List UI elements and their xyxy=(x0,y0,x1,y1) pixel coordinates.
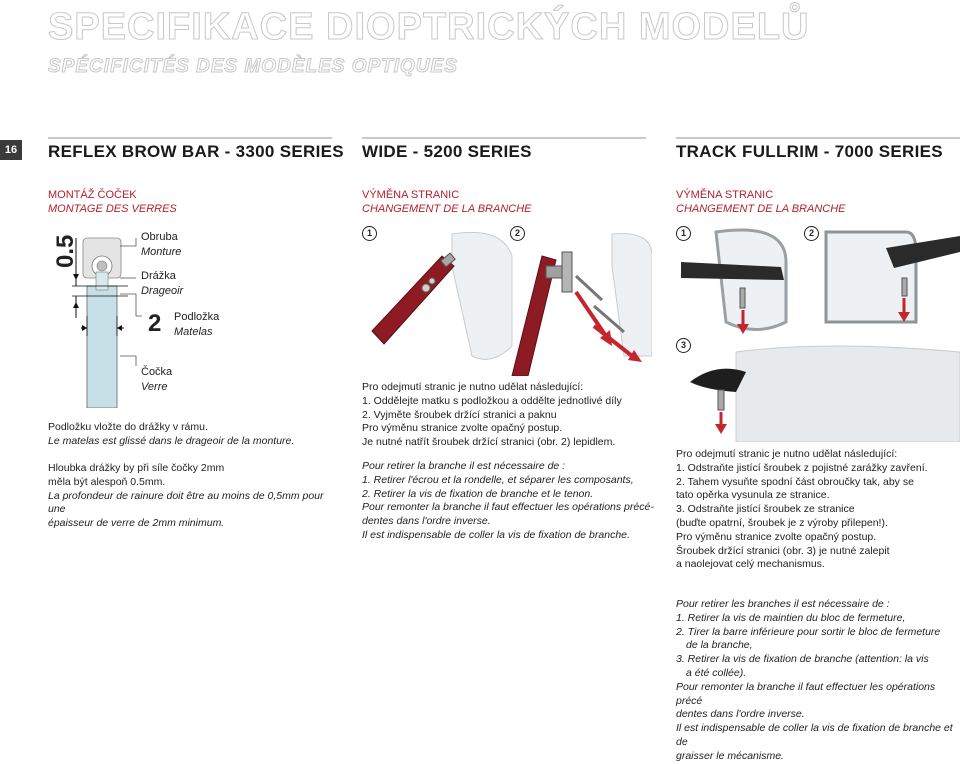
step-marker: 2 xyxy=(804,226,819,241)
diagram-label-lens: Čočka Verre xyxy=(141,366,173,393)
step-marker: 3 xyxy=(676,338,691,353)
instructions-cz: Pro odejmutí stranic je nutno udělat následující: 1. Odstraňte jistící šroubek z pojistné zarážky zavření. 2. Tahem vysuňte spodní část obroučky tak, aby se tato opěrka vysunula ze stranice. 3. Odstraňte jistící šroubek ze stranice (buďte opatrní, šroubek je z výroby přilepen!). Pro výměnu stranice zvolte opačný postup. Šroubek držící stranici (obr. 3) je nutné zalepit a naolejovat celý mechanismus. xyxy=(676,448,928,571)
page-number: 16 xyxy=(0,140,22,160)
diagram-label-cushion: Podložka Matelas xyxy=(174,311,220,338)
divider xyxy=(48,137,332,139)
step-marker: 1 xyxy=(362,226,377,241)
instructions-fr: Pour retirer la branche il est nécessaire de : 1. Retirer l'écrou et la rondelle, et séparer les composants, 2. Retirer la vis de fixation de branche et le tenon. Pour remonter la branche il faut effectuer les opérations précé- dentes dans l'ordre inverse. Il est indispensable de coller la vis de fixation de branche. xyxy=(362,460,654,541)
instruction-text: Hloubka drážky by při síle čočky 2mm měla být alespoň 0.5mm. La profondeur de rainure doit être au moins de 0,5mm pour une épaisseur de verre de 2mm minimum. xyxy=(48,462,324,530)
step-marker: 2 xyxy=(510,226,525,241)
dimension-label: 0.5 xyxy=(52,234,79,268)
series-title-track: TRACK FULLRIM - 7000 SERIES xyxy=(676,142,943,161)
page-subtitle: SPÉCIFICITÉS DES MODÈLES OPTIQUES xyxy=(48,56,458,77)
track-temple-illustration xyxy=(676,222,960,442)
instructions-fr: Pour retirer les branches il est nécessaire de : 1. Retirer la vis de maintien du bloc de fermeture, 2. Tirer la barre inférieure pour sortir le bloc de fermeture de la branche, 3. Retirer la vis de fixation de branche (attention: la vis a été collée). Pour remonter la branche il faut effectuer les opérations précé dentes dans l'ordre inverse. Il est indispensable de coller la vis de fixation de branche et de graisser le mécanisme. xyxy=(676,598,953,762)
page-title: SPECIFIKACE DIOPTRICKÝCH MODELŮ xyxy=(48,6,810,48)
leader-lines xyxy=(120,236,142,386)
divider xyxy=(676,137,960,139)
section-heading: MONTÁŽ ČOČEK MONTAGE DES VERRES xyxy=(48,189,177,215)
series-title-reflex: REFLEX BROW BAR - 3300 SERIES xyxy=(48,142,344,161)
wide-temple-illustration xyxy=(362,226,652,376)
instructions-cz: Pro odejmutí stranic je nutno udělat následující: 1. Oddělejte matku s podložkou a oddělte jednotlivé díly 2. Vyjměte šroubek držící stranici a paknu Pro výměnu stranice zvolte opačný postup. Je nutné natřít šroubek držící stranici (obr. 2) lepidlem. xyxy=(362,381,622,449)
section-heading: VÝMĚNA STRANIC CHANGEMENT DE LA BRANCHE xyxy=(676,189,846,215)
dimension-label: 2 xyxy=(148,310,162,337)
step-marker: 1 xyxy=(676,226,691,241)
instruction-text: Podložku vložte do drážky v rámu. Le matelas est glissé dans le drageoir de la monture. xyxy=(48,421,295,447)
diagram-label-frame: Obruba Monture xyxy=(141,231,182,258)
diagram-label-groove: Drážka Drageoir xyxy=(141,270,184,297)
section-heading: VÝMĚNA STRANIC CHANGEMENT DE LA BRANCHE xyxy=(362,189,532,215)
divider xyxy=(362,137,646,139)
series-title-wide: WIDE - 5200 SERIES xyxy=(362,142,532,161)
